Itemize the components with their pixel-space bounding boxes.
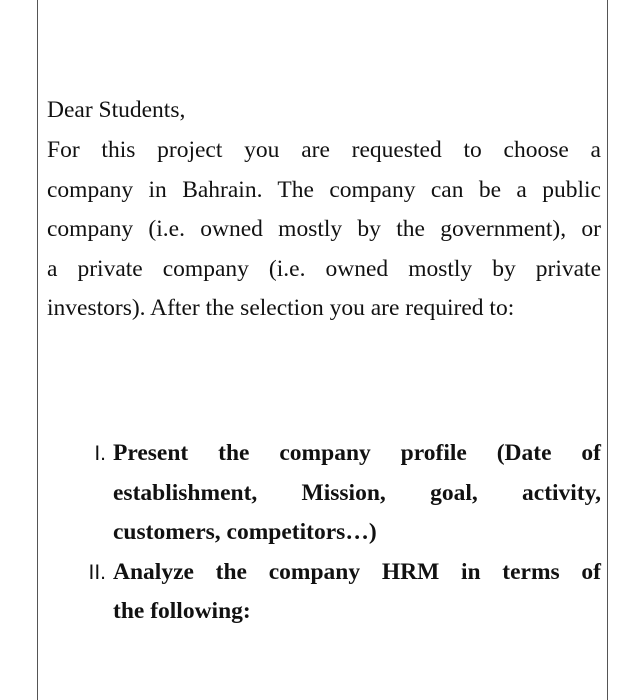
task-numeral: II. [88,560,106,584]
task-item-1 [74,434,601,553]
intro-line: investors). After the selection you are required to: [47,295,515,321]
task-item-2 [74,553,601,632]
intro-line: a private company (i.e. owned mostly by private [47,255,601,282]
intro-line: For this project you are requested to choose a [47,137,601,163]
intro-line: company in Bahrain. The company can be a public [47,176,601,203]
task-line: establishment, Mission, goal, activity, [113,479,601,506]
task-line: the following: [113,598,251,624]
task-line: customers, competitors…) [113,519,377,545]
task-list [74,434,601,632]
intro-line: company (i.e. owned mostly by the government), or [47,216,601,242]
greeting-text: Dear Students, [47,97,186,123]
intro-paragraph [47,131,601,329]
task-line: Present the company profile (Date of [113,440,601,466]
task-line: Analyze the company HRM in terms of [113,558,601,585]
task-numeral: I. [94,442,106,465]
